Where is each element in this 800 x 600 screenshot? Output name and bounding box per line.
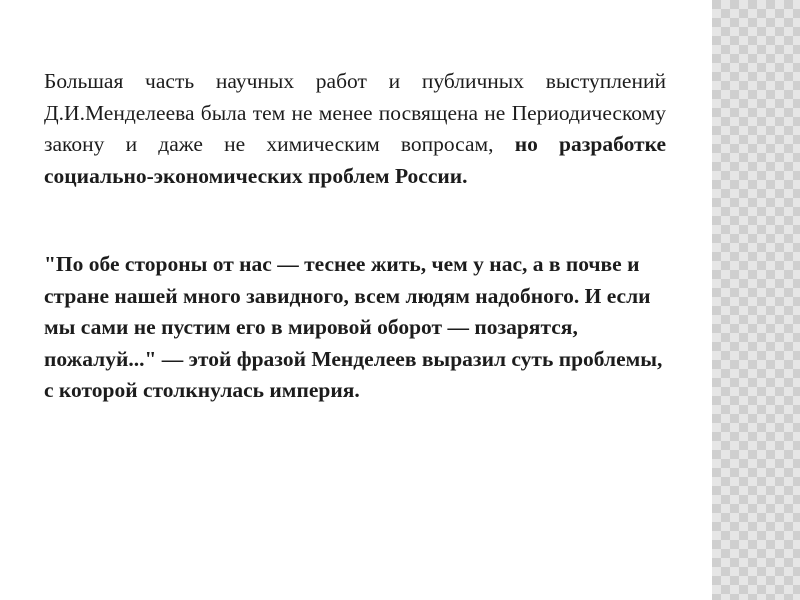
paragraph-mendeleev-works [44,66,666,192]
slide-content [44,66,666,407]
paragraph-mendeleev-quote: "По обе стороны от нас — теснее жить, чем у нас, а в почве и стране нашей много завидного, всем людям надобного. И если мы сами не пустим его в мировой оборот — позарятся, пожалуй..." — этой фразой Менделеев выразил суть проблемы, с которой столкнулась империя. [44,252,663,402]
decorative-side-pattern [712,0,800,600]
paragraph-plain-text: Большая часть научных работ и публичных выступлений Д.И.Менделеева была тем не менее посвящена не Периодическому закону и даже не химическим вопросам, [44,69,666,156]
paragraph-bold-text: но разработке социально-экономических проблем России. [44,132,666,188]
